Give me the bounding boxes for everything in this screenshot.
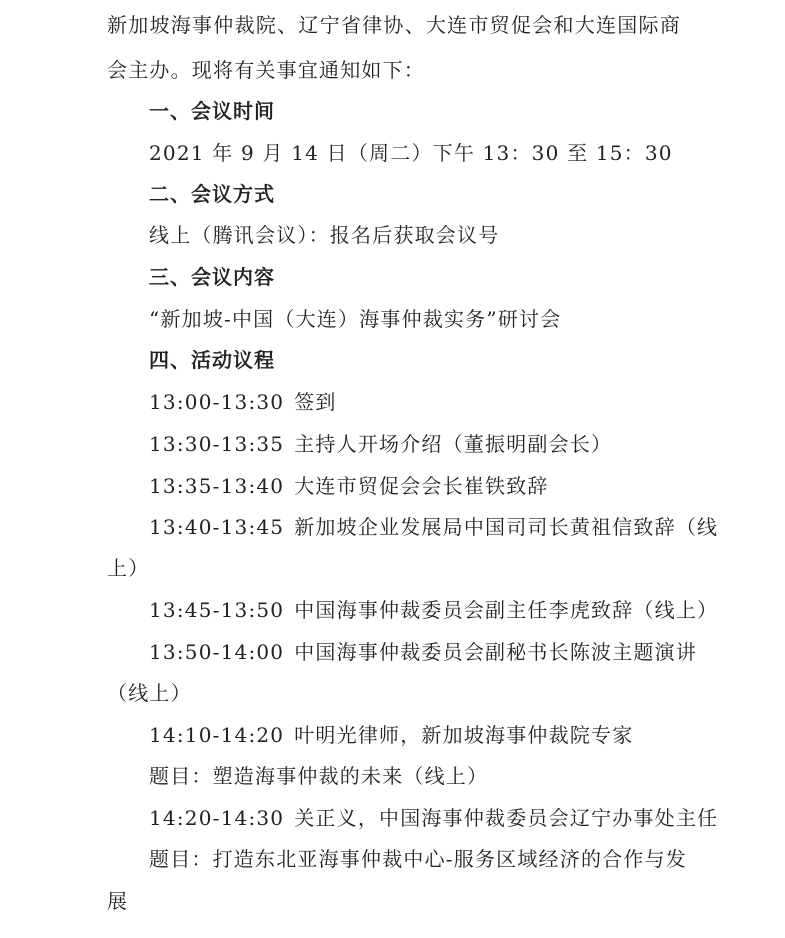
agenda-time: 14:20-14:30 [149, 806, 285, 830]
agenda-time: 13:00-13:30 [149, 390, 285, 414]
intro-line-2: 会主办。现将有关事宜通知如下： [107, 58, 425, 82]
agenda-item [149, 595, 718, 625]
agenda-item [149, 471, 549, 501]
agenda-time: 13:50-14:00 [149, 640, 285, 664]
agenda-item [149, 387, 337, 417]
agenda-text: 叶明光律师，新加坡海事仲裁院专家 [294, 723, 634, 747]
agenda-time: 13:40-13:45 [149, 515, 285, 539]
agenda-item [149, 512, 719, 542]
meeting-time-text: 2021 年 9 月 14 日（周二）下午 13：30 至 15：30 [149, 141, 673, 165]
agenda-text: 关正义，中国海事仲裁委员会辽宁办事处主任 [294, 806, 719, 830]
agenda-text: 中国海事仲裁委员会副秘书长陈波主题演讲 [294, 640, 698, 664]
section-heading-content: 三、会议内容 [149, 265, 275, 289]
agenda-text: 主持人开场介绍（董振明副会长） [294, 432, 613, 456]
agenda-topic: 题目：打造东北亚海事仲裁中心-服务区域经济的合作与发 [149, 847, 687, 871]
agenda-time: 13:45-13:50 [149, 598, 285, 622]
agenda-text: 签到 [294, 390, 337, 414]
agenda-item [149, 637, 698, 667]
agenda-item [149, 803, 719, 833]
agenda-text: 大连市贸促会会长崔铁致辞 [294, 474, 549, 498]
agenda-topic: 题目：塑造海事仲裁的未来（线上） [149, 764, 489, 788]
agenda-text: 中国海事仲裁委员会副主任李虎致辞（线上） [294, 598, 719, 622]
agenda-time: 13:35-13:40 [149, 474, 285, 498]
section-heading-time: 一、会议时间 [149, 99, 275, 123]
agenda-item [149, 720, 633, 750]
intro-line-1: 新加坡海事仲裁院、辽宁省律协、大连市贸促会和大连国际商 [107, 13, 681, 37]
meeting-content-text: “新加坡-中国（大连）海事仲裁实务”研讨会 [149, 307, 562, 331]
meeting-method-text: 线上（腾讯会议）：报名后获取会议号 [149, 223, 500, 247]
agenda-text: 新加坡企业发展局中国司司长黄祖信致辞（线 [294, 515, 719, 539]
agenda-item [149, 429, 612, 459]
section-heading-method: 二、会议方式 [149, 182, 275, 206]
agenda-time: 14:10-14:20 [149, 723, 285, 747]
agenda-time: 13:30-13:35 [149, 432, 285, 456]
agenda-continuation: （线上） [107, 681, 192, 705]
agenda-continuation: 上） [107, 556, 150, 580]
section-heading-agenda: 四、活动议程 [149, 348, 275, 372]
agenda-continuation: 展 [107, 889, 129, 913]
